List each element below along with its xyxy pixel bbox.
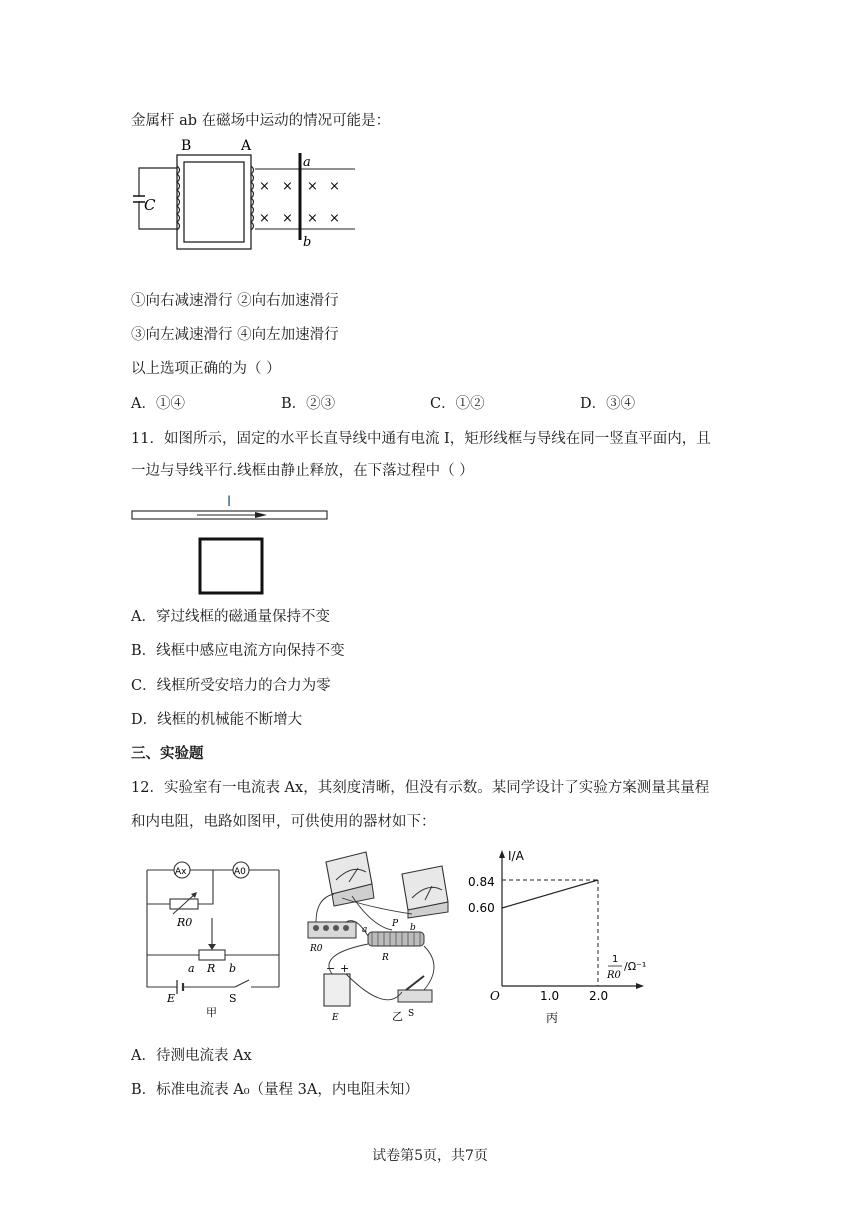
svg-text:×: ×	[307, 211, 318, 226]
label-R-jia: R	[207, 962, 216, 975]
label-S-jia: S	[229, 992, 237, 1005]
svg-text:×: ×	[259, 211, 270, 226]
y-tick-0.84: 0.84	[468, 875, 495, 889]
label-A0: A0	[234, 867, 246, 877]
q11-option-c: C．线框所受安培力的合力为零	[131, 678, 331, 694]
svg-text:×: ×	[259, 179, 270, 194]
label-R0-yi: R0	[310, 944, 323, 954]
q10-statement-1: ①向右减速滑行 ②向右加速滑行	[131, 293, 339, 309]
x-label-unit: /Ω⁻¹	[624, 960, 647, 973]
svg-text:×: ×	[329, 211, 340, 226]
switch-icon	[398, 990, 432, 1002]
q10-option-c: C．①②	[430, 396, 485, 412]
iron-core-inner	[184, 162, 244, 242]
rheostat-R	[199, 950, 225, 960]
iron-core-outer	[177, 155, 251, 249]
label-R-yi: R	[382, 953, 389, 963]
label-minus: −	[326, 962, 336, 975]
rectangular-frame	[200, 539, 262, 593]
label-a: a	[303, 155, 311, 170]
label-a-yi: a	[362, 925, 368, 935]
y-tick-0.60: 0.60	[468, 901, 495, 915]
q10-option-b: B．②③	[281, 396, 336, 412]
page-footer: 试卷第5页，共7页	[372, 1148, 488, 1164]
q11-option-b: B．线框中感应电流方向保持不变	[131, 643, 345, 659]
caption-jia: 甲	[206, 1006, 217, 1018]
q12-circuit-diagram-jia	[133, 850, 293, 1018]
svg-text:×: ×	[282, 179, 293, 194]
svg-text:×: ×	[307, 179, 318, 194]
label-b: b	[303, 235, 312, 250]
battery-icon	[324, 974, 350, 1006]
y-axis-label: I/A	[508, 849, 524, 863]
label-E-jia: E	[167, 992, 176, 1005]
q10-intro: 金属杆 ab 在磁场中运动的情况可能是：	[131, 113, 391, 129]
section-title-experiment: 三、实验题	[131, 745, 204, 762]
q10-statement-2: ③向左减速滑行 ④向左加速滑行	[131, 327, 339, 343]
q12-graph-bing	[462, 846, 682, 1026]
caption-bing: 丙	[546, 1011, 559, 1025]
svg-text:×: ×	[329, 179, 340, 194]
q10-question: 以上选项正确的为（ ）	[131, 361, 281, 377]
q12-line-2: 和内电阻，电路如图甲，可供使用的器材如下：	[131, 814, 436, 830]
q11-line-1: 11．如图所示，固定的水平长直导线中通有电流 I，矩形线框与导线在同一竖直平面内，且	[131, 431, 711, 447]
svg-text:×: ×	[282, 211, 293, 226]
label-Ax: Ax	[175, 867, 187, 877]
x-label-numerator: 1	[612, 954, 619, 965]
q12-apparatus-photo-yi	[302, 848, 452, 1024]
q10-option-d: D．③④	[580, 396, 636, 412]
q10-circuit-figure	[131, 138, 356, 250]
label-B: B	[181, 138, 192, 154]
label-a-jia: a	[188, 962, 195, 975]
q10-option-a: A．①④	[131, 396, 185, 412]
q11-option-a: A．穿过线框的磁通量保持不变	[131, 609, 330, 625]
q12-option-a: A．待测电流表 Ax	[131, 1048, 252, 1064]
current-arrow-head	[255, 512, 267, 518]
q11-wire-frame-figure	[131, 490, 331, 596]
label-b-yi: b	[410, 923, 416, 933]
label-E-yi: E	[332, 1013, 339, 1023]
origin-O: O	[490, 989, 500, 1003]
label-C: C	[144, 196, 156, 214]
x-label-denominator: R0	[607, 970, 621, 981]
data-line	[502, 880, 598, 908]
label-S-yi: S	[408, 1009, 415, 1019]
label-b-jia: b	[229, 962, 237, 975]
caption-yi: 乙	[392, 1010, 403, 1023]
q12-line-1: 12．实验室有一电流表 Ax，其刻度清晰，但没有示数。某同学设计了实验方案测量其量程	[131, 780, 710, 796]
q12-option-b: B．标准电流表 A₀（量程 3A，内电阻未知）	[131, 1082, 419, 1098]
label-R0: R0	[177, 916, 193, 929]
label-A: A	[241, 138, 252, 154]
label-P-yi: P	[392, 919, 399, 929]
q11-option-d: D．线框的机械能不断增大	[131, 712, 303, 728]
x-tick-1.0: 1.0	[540, 989, 560, 1003]
x-tick-2.0: 2.0	[589, 989, 609, 1003]
q11-line-2: 一边与导线平行.线框由静止释放，在下落过程中（ ）	[131, 463, 474, 479]
label-I: I	[227, 494, 232, 510]
label-plus: +	[340, 962, 350, 975]
